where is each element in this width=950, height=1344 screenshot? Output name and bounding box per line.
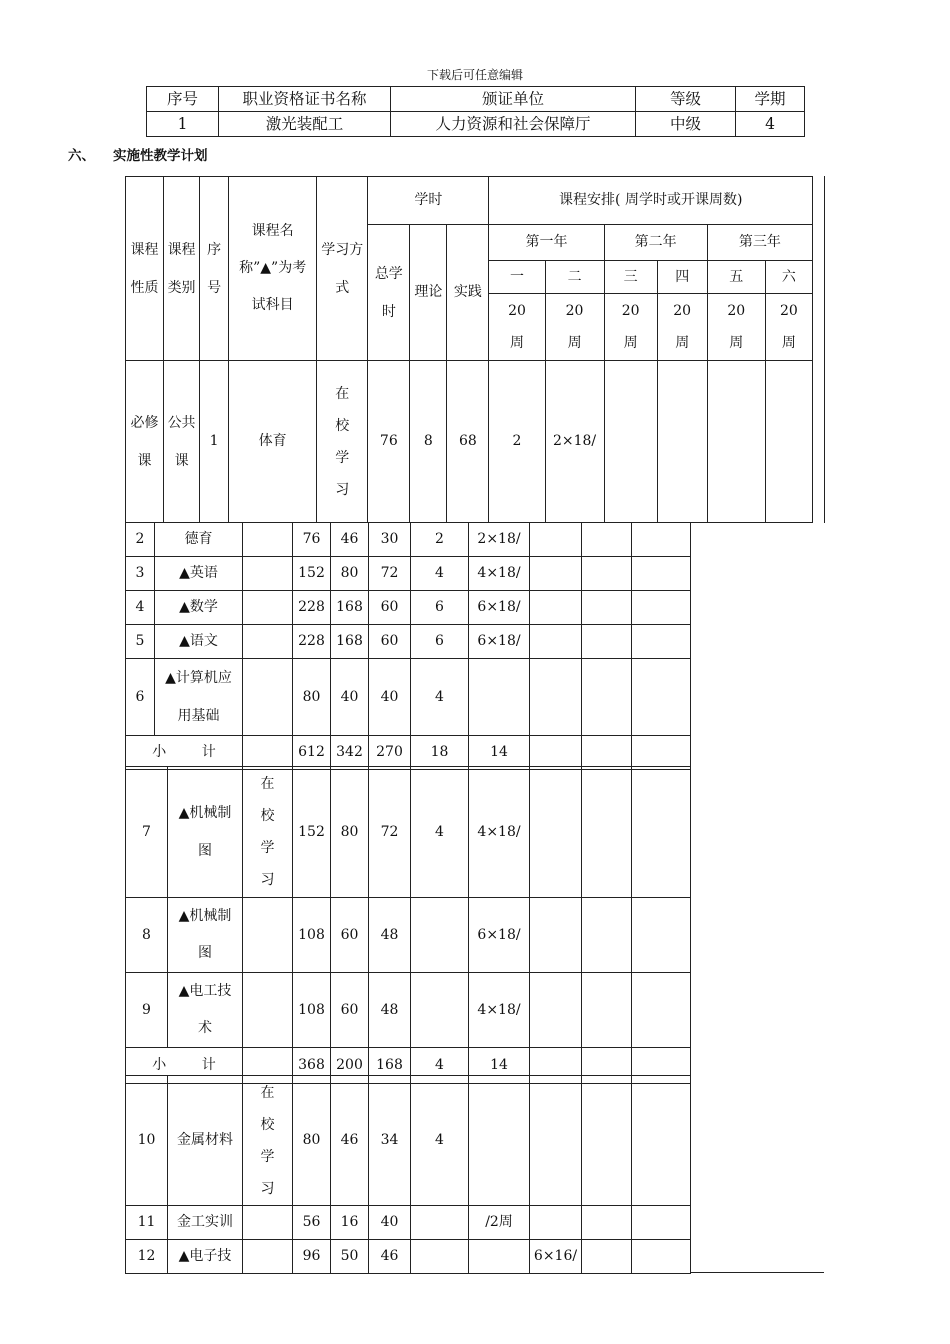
row-term-3 [530,625,582,659]
row-term-5 [632,523,691,557]
row-name: ▲电子技 [168,1240,243,1274]
row-seq: 12 [126,1240,168,1274]
header-nature-text: 课程性质 [130,241,159,296]
subtotal-practice: 270 [369,736,411,770]
row-mode [243,1240,293,1274]
row-seq: 11 [126,1206,168,1240]
header-weeks-4 [657,294,707,361]
row-term-1 [411,898,469,973]
table-row [126,659,691,736]
subtotal-term-3 [530,736,582,770]
row-term-2: 6×18/ [469,591,530,625]
row-term-1 [411,1206,469,1240]
header-term-4: 四 [657,261,707,294]
header-category-text: 课程类别 [167,241,196,296]
row-term-5 [632,898,691,973]
row-term-5 [632,767,691,898]
row-name: 德育 [155,523,243,557]
bottom-rule [690,1272,824,1273]
row-term-4 [582,1240,632,1274]
row-mode [243,767,293,898]
row-total: 80 [293,1076,331,1206]
row-mode [243,523,293,557]
subtotal-label: 小 计 [126,1048,243,1084]
row-term-3 [530,591,582,625]
row-theory: 46 [331,523,369,557]
row-total: 152 [293,557,331,591]
header-year-1: 第一年 [489,225,604,261]
row-seq: 5 [126,625,155,659]
cert-level: 中级 [636,112,736,137]
row1-nature [126,361,164,523]
cert-term: 4 [736,112,805,137]
row-term-5 [632,1240,691,1274]
row1-theory: 8 [410,361,447,523]
row-term-2: 2×18/ [469,523,530,557]
row-total: 96 [293,1240,331,1274]
subtotal-theory: 200 [331,1048,369,1084]
weeks-text: 20周 [727,303,746,351]
row1-category [164,361,200,523]
row-term-1: 4 [411,767,469,898]
row-term-1: 4 [411,1076,469,1206]
header-note: 下载后可任意编辑 [426,68,523,82]
row-theory: 40 [331,659,369,736]
plan-table-public-courses [125,522,691,770]
table-row [126,625,691,659]
section-title [68,144,208,164]
row-name: ▲数学 [155,591,243,625]
row1-term-4 [657,361,707,523]
row-practice: 48 [369,898,411,973]
row-term-4 [582,591,632,625]
row-term-3 [530,973,582,1048]
cert-issuer: 人力资源和社会保障厅 [391,112,636,137]
row-term-3 [530,1076,582,1206]
certificate-header-row [147,87,805,112]
row1-mode-text: 在校学习 [335,385,350,498]
row-term-2: 6×18/ [469,625,530,659]
cert-header-issuer: 颁证单位 [391,87,636,112]
row1-term-6 [765,361,812,523]
row-term-1: 6 [411,625,469,659]
row-theory: 60 [331,973,369,1048]
row-term-1: 2 [411,523,469,557]
weeks-text: 20周 [779,303,798,351]
subtotal-row [126,736,691,770]
row-name [168,898,243,973]
row-mode [243,898,293,973]
row-term-4 [582,898,632,973]
header-category [164,177,200,361]
row-practice: 72 [369,557,411,591]
header-term-6: 六 [765,261,812,294]
row1-term-3 [604,361,657,523]
plan-table-professional-courses [125,1075,691,1274]
row-total: 228 [293,625,331,659]
row-term-4 [582,973,632,1048]
row-theory: 16 [331,1206,369,1240]
row-practice: 72 [369,767,411,898]
subtotal-term-4 [582,736,632,770]
table-row [126,523,691,557]
row-practice: 40 [369,659,411,736]
table-row [126,898,691,973]
row-term-1: 4 [411,659,469,736]
row-total: 108 [293,898,331,973]
row-term-2 [469,659,530,736]
row-seq: 9 [126,973,168,1048]
subtotal-total: 612 [293,736,331,770]
row-term-1 [411,973,469,1048]
row-name: ▲英语 [155,557,243,591]
row-term-5 [632,659,691,736]
row-term-2: 4×18/ [469,557,530,591]
row-term-3 [530,659,582,736]
row-theory: 80 [331,557,369,591]
row-total: 108 [293,973,331,1048]
row-total: 80 [293,659,331,736]
header-name [229,177,317,361]
row-mode [243,973,293,1048]
subtotal-term-1: 18 [411,736,469,770]
row-term-2 [469,1076,530,1206]
row-name [168,767,243,898]
row-term-1 [411,1240,469,1274]
row-term-2: 4×18/ [469,767,530,898]
row-term-5 [632,557,691,591]
row-seq: 7 [126,767,168,898]
header-term-2: 二 [545,261,604,294]
header-schedule: 课程安排( 周学时或开课周数) [489,177,813,225]
row-term-3: 6×16/ [530,1240,582,1274]
row-term-5 [632,1206,691,1240]
row-term-5 [632,1076,691,1206]
header-total-text: 总学时 [374,265,403,320]
plan-table-header [125,176,813,523]
row-practice: 60 [369,591,411,625]
row-name-text: ▲机械制图 [178,805,232,859]
subtotal-term-1: 4 [411,1048,469,1084]
row-name: 金工实训 [168,1206,243,1240]
row-seq: 6 [126,659,155,736]
row-theory: 168 [331,625,369,659]
row-term-4 [582,557,632,591]
header-weeks-6 [765,294,812,361]
header-total [368,225,410,361]
row1-total: 76 [368,361,410,523]
row-name-text: ▲计算机应用基础 [165,670,232,724]
row-seq: 4 [126,591,155,625]
row-term-5 [632,973,691,1048]
row-term-4 [582,1076,632,1206]
row-name: ▲语文 [155,625,243,659]
cert-header-term: 学期 [736,87,805,112]
row-name [168,973,243,1048]
header-weeks-3 [604,294,657,361]
row-term-5 [632,591,691,625]
row1-term-2: 2×18/ [545,361,604,523]
header-year-2: 第二年 [604,225,707,261]
row1-nature-text: 必修课 [130,414,159,469]
header-name-text: 课程名称”▲”为考试科目 [239,223,307,313]
subtotal-term-2: 14 [469,1048,530,1084]
row-seq: 2 [126,523,155,557]
header-hours: 学时 [368,177,489,225]
row-term-4 [582,767,632,898]
plan-table-basic-courses [125,766,691,1084]
subtotal-label: 小 计 [126,736,243,770]
row-total: 228 [293,591,331,625]
header-mode-text: 学习方式 [321,241,364,296]
row-mode [243,557,293,591]
row-term-3 [530,767,582,898]
table-row [126,557,691,591]
table-row [126,1206,691,1240]
header-term-1: 一 [489,261,545,294]
header-seq-text: 序号 [207,241,222,296]
row-mode [243,625,293,659]
row-practice: 48 [369,973,411,1048]
row-term-3 [530,557,582,591]
header-weeks-5 [707,294,765,361]
row-term-3 [530,523,582,557]
cert-header-name: 职业资格证书名称 [219,87,391,112]
row-mode-text: 在校学习 [260,1084,275,1197]
row1-term-1: 2 [489,361,545,523]
section-number: 六、 [68,148,95,164]
weeks-text: 20周 [621,303,640,351]
table-row [126,361,813,523]
right-border-line [824,176,825,523]
header-year-3: 第三年 [707,225,812,261]
row-name [155,659,243,736]
header-term-5: 五 [707,261,765,294]
row-name-text: ▲电工技术 [178,983,232,1036]
cert-name: 激光装配工 [219,112,391,137]
header-nature [126,177,164,361]
row-term-1: 6 [411,591,469,625]
row-practice: 34 [369,1076,411,1206]
row-mode [243,659,293,736]
header-weeks-1 [489,294,545,361]
row-theory: 60 [331,898,369,973]
weeks-text: 20周 [673,303,692,351]
row-seq: 3 [126,557,155,591]
table-row [126,973,691,1048]
row-term-4 [582,625,632,659]
table-row [147,112,805,137]
weeks-text: 20周 [565,303,584,351]
row-practice: 30 [369,523,411,557]
row-mode-text: 在校学习 [260,776,275,888]
cert-seq: 1 [147,112,219,137]
row-practice: 40 [369,1206,411,1240]
weeks-text: 20周 [508,303,526,351]
row1-category-text: 公共课 [167,414,196,469]
row-theory: 80 [331,767,369,898]
row1-mode [317,361,368,523]
row-term-3 [530,1206,582,1240]
row-term-1: 4 [411,557,469,591]
certificate-table [146,86,805,137]
row-theory: 168 [331,591,369,625]
row-mode [243,1206,293,1240]
row-seq: 8 [126,898,168,973]
table-row [126,767,691,898]
cert-header-level: 等级 [636,87,736,112]
row-term-5 [632,625,691,659]
row-theory: 46 [331,1076,369,1206]
row-term-4 [582,1206,632,1240]
cert-header-seq: 序号 [147,87,219,112]
header-practice: 实践 [447,225,489,361]
row1-term-5 [707,361,765,523]
row-total: 56 [293,1206,331,1240]
row-seq: 10 [126,1076,168,1206]
row-term-4 [582,659,632,736]
row-total: 76 [293,523,331,557]
subtotal-mode [243,736,293,770]
table-row [126,1240,691,1274]
subtotal-term-5 [632,736,691,770]
row-mode [243,591,293,625]
row-term-2: 4×18/ [469,973,530,1048]
table-row [126,591,691,625]
header-term-3: 三 [604,261,657,294]
row-term-3 [530,898,582,973]
row-term-2 [469,1240,530,1274]
subtotal-term-2: 14 [469,736,530,770]
subtotal-total: 368 [293,1048,331,1084]
row-name: 金属材料 [168,1076,243,1206]
header-mode [317,177,368,361]
row-total: 152 [293,767,331,898]
row1-seq: 1 [200,361,229,523]
subtotal-practice: 168 [369,1048,411,1084]
row-term-2: 6×18/ [469,898,530,973]
section-title-text: 实施性教学计划 [113,148,208,164]
row-practice: 46 [369,1240,411,1274]
row-mode [243,1076,293,1206]
header-seq [200,177,229,361]
header-weeks-2 [545,294,604,361]
row-term-2: /2周 [469,1206,530,1240]
row-term-4 [582,523,632,557]
header-theory: 理论 [410,225,447,361]
row1-name: 体育 [229,361,317,523]
row1-practice: 68 [447,361,489,523]
table-row [126,1076,691,1206]
row-practice: 60 [369,625,411,659]
row-name-text: ▲机械制图 [178,908,232,961]
row-theory: 50 [331,1240,369,1274]
subtotal-theory: 342 [331,736,369,770]
